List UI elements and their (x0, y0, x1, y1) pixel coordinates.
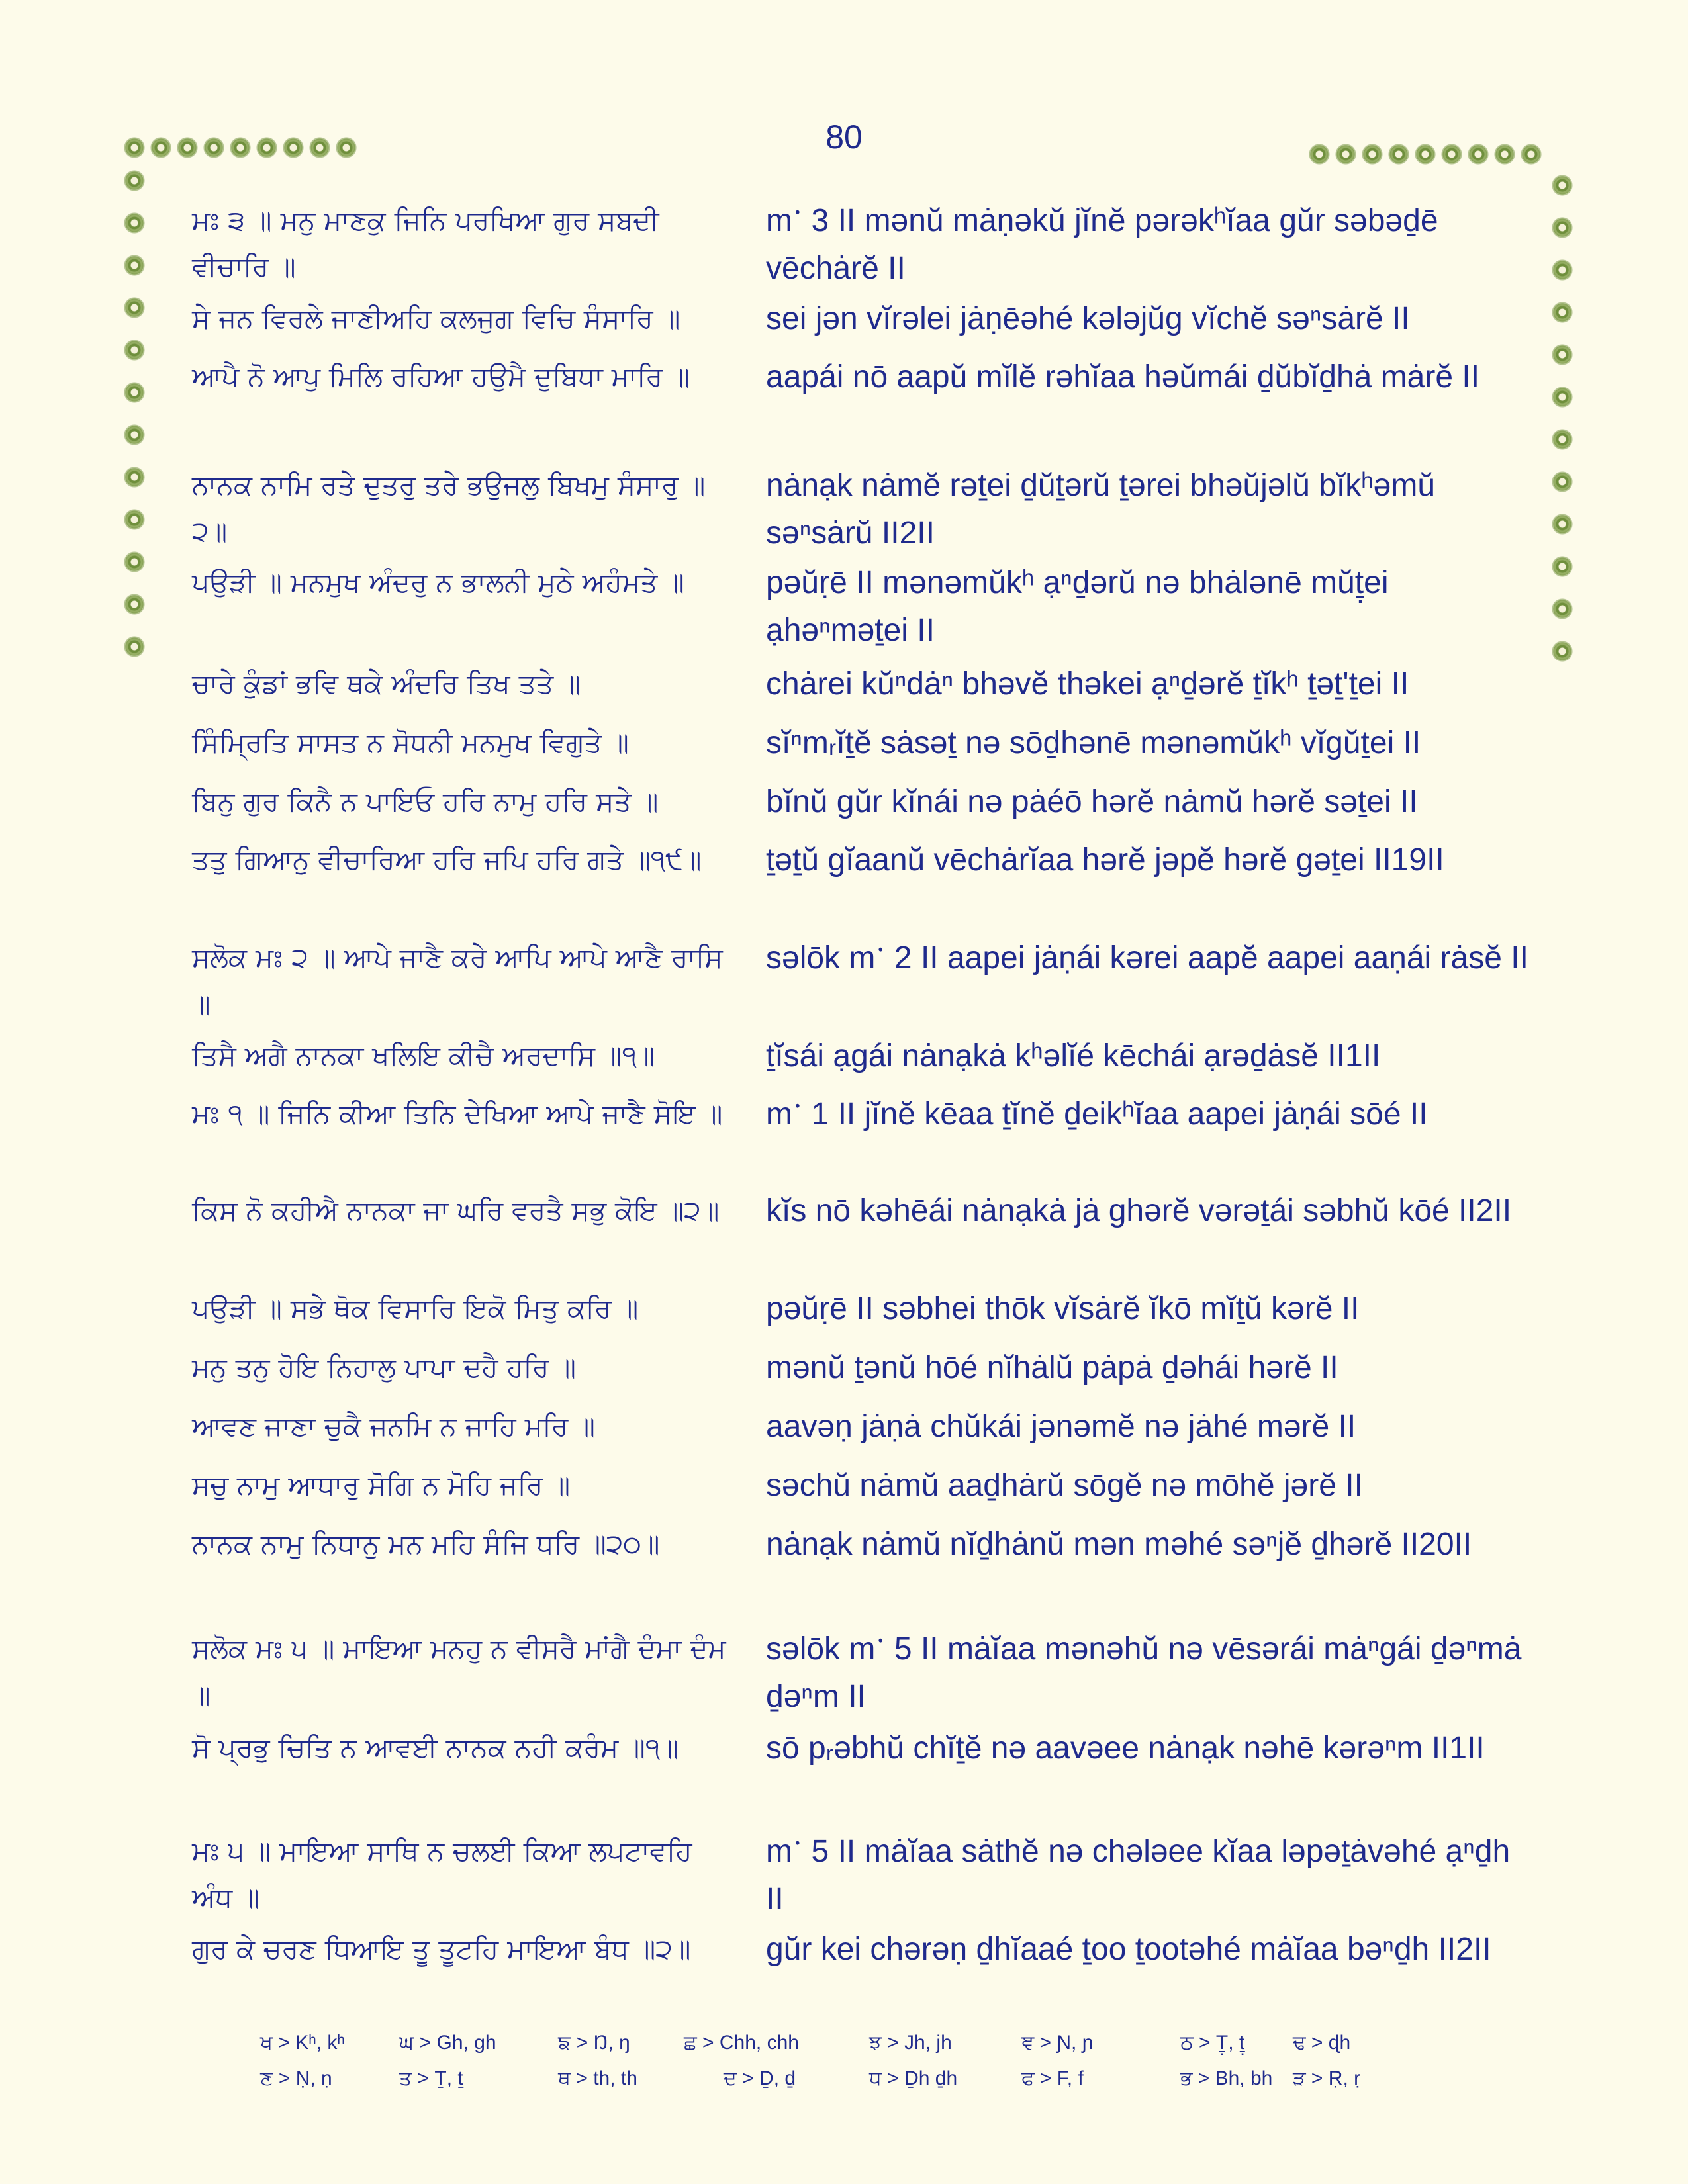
transliteration-line: mॱ 5 II mȧĭaa sȧthĕ nə chələee kĭaa ləpəṯȧvəhé ạⁿḏh II (766, 1834, 1511, 1917)
gurmukhi-line: ਨਾਨਕ ਨਾਮਿ ਰਤੇ ਦੁਤਰੁ ਤਰੇ ਭਉਜਲੁ ਬਿਖਮੁ ਸੰਸਾਰੁ ॥੨॥ (192, 469, 706, 547)
legend-item: ਖ > Kʰ, kʰ (260, 2032, 345, 2054)
gurmukhi-line: ਸੇ ਜਨ ਵਿਰਲੇ ਜਾਣੀਅਹਿ ਕਲਜੁਗ ਵਿਚਿ ਸੰਸਾਰਿ ॥ (192, 302, 680, 334)
transliteration-line: mॱ 1 II jĭnĕ kēaa ṯĭnĕ ḏeikʰĭaa aapei jȧṇái sōé II (766, 1097, 1428, 1132)
transliteration-line: səlōk mॱ 2 II aapei jȧṇái kərei aapĕ aapei aaṇái rȧsĕ II (766, 940, 1528, 976)
gurmukhi-line: ਚਾਰੇ ਕੁੰਡਾਂ ਭਵਿ ਥਕੇ ਅੰਦਰਿ ਤਿਖ ਤਤੇ ॥ (192, 668, 581, 700)
gurmukhi-line: ਸਲੋਕ ਮਃ ੨ ॥ ਆਪੇ ਜਾਣੈ ਕਰੇ ਆਪਿ ਆਪੇ ਆਣੈ ਰਾਸਿ ॥ (192, 942, 723, 1020)
transliteration-line: pəŭṛē II mənəmŭkʰ ạⁿḏərŭ nə bhȧlənē mŭṯ̣ei ạhəⁿməṯei II (766, 565, 1389, 648)
flower-ornament-icon (1552, 260, 1572, 280)
gurmukhi-line: ਆਵਣ ਜਾਣਾ ਚੁਕੈ ਜਨਮਿ ਨ ਜਾਹਿ ਮਰਿ ॥ (192, 1410, 596, 1442)
legend-item: ਥ > th, th (558, 2068, 637, 2089)
flower-ornament-icon (1552, 430, 1572, 449)
flower-ornament-icon (1552, 302, 1572, 322)
flower-ornament-icon (1389, 144, 1409, 164)
transliteration-line: sō pᵣəbhŭ chĭṯĕ nə aavəee nȧnạk nəhē kərəⁿm II1II (766, 1731, 1485, 1766)
flower-ornament-icon (151, 138, 171, 158)
gurmukhi-line: ਮਃ ੧ ॥ ਜਿਨਿ ਕੀਆ ਤਿਨਿ ਦੇਖਿਆ ਆਪੇ ਜਾਣੈ ਸੋਇ ॥ (192, 1098, 723, 1130)
flower-ornament-icon (124, 552, 144, 572)
legend-item: ੜ > Ṛ, ṛ (1293, 2068, 1361, 2089)
gurmukhi-line: ਆਪੈ ਨੋ ਆਪੁ ਮਿਲਿ ਰਹਿਆ ਹਉਮੈ ਦੁਬਿਧਾ ਮਾਰਿ ॥ (192, 361, 690, 392)
gurmukhi-line: ਸਚੁ ਨਾਮੁ ਆਧਾਰੁ ਸੋਗਿ ਨ ਮੋਹਿ ਜਰਿ ॥ (192, 1469, 571, 1501)
flower-ornament-icon (1552, 599, 1572, 619)
flower-ornament-icon (124, 467, 144, 487)
flower-ornament-icon (124, 425, 144, 445)
flower-ornament-icon (1552, 387, 1572, 407)
transliteration-line: aavəṇ jȧṇȧ chŭkái jənəmĕ nə jȧhé mərĕ II (766, 1409, 1356, 1444)
gurmukhi-line: ਮਃ ੩ ॥ ਮਨੁ ਮਾਣਕੁ ਜਿਨਿ ਪਰਖਿਆ ਗੁਰ ਸਬਦੀ ਵੀਚਾਰਿ ॥ (192, 205, 659, 283)
transliteration-line: bĭnŭ gŭr kĭnái nə pȧéō hərĕ nȧmŭ hərĕ səṯei II (766, 784, 1418, 819)
legend-item: ਫ > F, f (1021, 2068, 1084, 2089)
transliteration-line: mənŭ ṯənŭ hōé nĭhȧlŭ pȧpȧ ḏəhái hərĕ II (766, 1350, 1338, 1385)
flower-ornament-icon (1309, 144, 1329, 164)
gurmukhi-line: ਮਃ ੫ ॥ ਮਾਇਆ ਸਾਥਿ ਨ ਚਲਈ ਕਿਆ ਲਪਟਾਵਹਿ ਅੰਧ ॥ (192, 1835, 692, 1913)
transliteration-line: pəŭṛē II səbhei thōk vĭsȧrĕ ĭkō mĭṯŭ kərĕ II (766, 1291, 1360, 1326)
flower-ornament-icon (230, 138, 250, 158)
gurmukhi-line: ਮਨੁ ਤਨੁ ਹੋਇ ਨਿਹਾਲੁ ਪਾਪਾ ਦਹੈ ਹਰਿ ॥ (192, 1351, 577, 1383)
transliteration-line: chȧrei kŭⁿdȧⁿ bhəvĕ thəkei ạⁿḏərĕ ṯĭkʰ ṯəṯ'ṯei II (766, 666, 1409, 702)
transliteration-line: aapái nō aapŭ mĭlĕ rəhĭaa həŭmái ḏŭbĭḏhȧ mȧrĕ II (766, 359, 1480, 394)
gurmukhi-line: ਗੁਰ ਕੇ ਚਰਣ ਧਿਆਇ ਤੂ ਤੂਟਹਿ ਮਾਇਆ ਬੰਧ ॥੨॥ (192, 1933, 691, 1965)
transliteration-line: sei jən vĭrəlei jȧṇēəhé kələjŭg vĭchĕ səⁿsȧrĕ II (766, 301, 1410, 336)
gurmukhi-line: ਤਿਸੈ ਅਗੈ ਨਾਨਕਾ ਖਲਿਇ ਕੀਚੈ ਅਰਦਾਸਿ ॥੧॥ (192, 1040, 655, 1071)
transliteration-line: kĭs nō kəhēái nȧnạkȧ jȧ ghərĕ vərəṯái səbhŭ kōé II2II (766, 1193, 1512, 1228)
flower-ornament-icon (124, 213, 144, 233)
flower-ornament-icon (124, 298, 144, 318)
gurmukhi-line: ਕਿਸ ਨੋ ਕਹੀਐ ਨਾਨਕਾ ਜਾ ਘਰਿ ਵਰਤੈ ਸਭੁ ਕੋਇ ॥੨॥ (192, 1195, 720, 1226)
flower-ornament-icon (124, 255, 144, 275)
page-number: 80 (825, 118, 863, 156)
transliteration-line: ṯəṯŭ gĭaanŭ vēchȧrĭaa hərĕ jəpĕ hərĕ gəṯei II19II (766, 842, 1444, 878)
flower-ornament-icon (1552, 345, 1572, 365)
legend-item: ਤ > Ṯ, ṯ (399, 2068, 463, 2089)
transliteration-line: nȧnạk nȧmŭ nĭḏhȧnŭ mən məhé səⁿjĕ ḏhərĕ II20II (766, 1527, 1472, 1562)
legend-item: ਢ > ɖh (1293, 2032, 1351, 2054)
legend-item: ਠ > Ṯ̣, ṯ̣ (1180, 2032, 1245, 2054)
legend-item: ਘ > Gh, gh (399, 2032, 496, 2054)
flower-ornament-icon (1552, 175, 1572, 195)
flower-ornament-icon (1468, 144, 1488, 164)
flower-ornament-icon (1362, 144, 1382, 164)
transliteration-line: ṯĭsái ạgái nȧnạkȧ kʰəlĭé kēchái ạrəḏȧsĕ II1II (766, 1038, 1381, 1073)
transliteration-line: sĭⁿmᵣĭṯĕ sȧsəṯ nə sōḏhənē mənəmŭkʰ vĭgŭṯei II (766, 725, 1421, 760)
flower-ornament-icon (124, 637, 144, 657)
legend-item: ਧ > Ḏh ḏh (869, 2068, 958, 2089)
gurmukhi-line: ਤਤੁ ਗਿਆਨੁ ਵੀਚਾਰਿਆ ਹਰਿ ਜਪਿ ਹਰਿ ਗਤੇ ॥੧੯॥ (192, 844, 702, 876)
flower-ornament-icon (1552, 472, 1572, 492)
gurmukhi-line: ਬਿਨੁ ਗੁਰ ਕਿਨੈ ਨ ਪਾਇਓ ਹਰਿ ਨਾਮੁ ਹਰਿ ਸਤੇ ॥ (192, 786, 659, 817)
flower-ornament-icon (177, 138, 197, 158)
flower-ornament-icon (1415, 144, 1435, 164)
flower-ornament-icon (257, 138, 277, 158)
gurmukhi-line: ਪਉੜੀ ॥ ਮਨਮੁਖ ਅੰਦਰੁ ਨ ਭਾਲਨੀ ਮੁਠੇ ਅਹੰਮਤੇ ॥ (192, 567, 684, 598)
legend-item: ਦ > Ḏ, ḏ (724, 2068, 796, 2089)
flower-ornament-icon (1552, 514, 1572, 534)
flower-ornament-icon (124, 594, 144, 614)
gurmukhi-line: ਸਿੰਮ੍ਰਿਤਿ ਸਾਸਤ ਨ ਸੋਧਨੀ ਮਨਮੁਖ ਵਿਗੁਤੇ ॥ (192, 727, 629, 758)
flower-ornament-icon (204, 138, 224, 158)
transliteration-line: səchŭ nȧmŭ aaḏhȧrŭ sōgĕ nə mōhĕ jərĕ II (766, 1468, 1363, 1503)
gurmukhi-line: ਨਾਨਕ ਨਾਮੁ ਨਿਧਾਨੁ ਮਨ ਮਹਿ ਸੰਜਿ ਧਰਿ ॥੨੦॥ (192, 1528, 660, 1560)
flower-ornament-icon (310, 138, 330, 158)
gurmukhi-line: ਪਉੜੀ ॥ ਸਭੇ ਥੋਕ ਵਿਸਾਰਿ ਇਕੋ ਮਿਤੁ ਕਰਿ ॥ (192, 1293, 639, 1324)
flower-ornament-icon (124, 510, 144, 529)
flower-ornament-icon (1552, 218, 1572, 238)
legend-item: ਣ > Ṇ, ṇ (260, 2068, 332, 2089)
legend-item: ਝ > Jh, jh (869, 2032, 952, 2054)
flower-ornament-icon (336, 138, 356, 158)
flower-ornament-icon (1552, 557, 1572, 576)
flower-ornament-icon (1552, 641, 1572, 661)
flower-ornament-icon (124, 171, 144, 191)
legend-item: ਞ > Ɲ, ɲ (1021, 2032, 1094, 2054)
gurmukhi-line: ਸਲੋਕ ਮਃ ੫ ॥ ਮਾਇਆ ਮਨਹੁ ਨ ਵੀਸਰੈ ਮਾਂਗੈ ਦੰਮਾ ਦੰਮ ॥ (192, 1633, 726, 1711)
legend-item: ਛ > Chh, chh (684, 2032, 799, 2054)
flower-ornament-icon (1442, 144, 1462, 164)
transliteration-line: gŭr kei chərəṇ ḏhĭaaé ṯoo ṯootəhé mȧĭaa bəⁿḏh II2II (766, 1932, 1491, 1967)
gurmukhi-line: ਸੋ ਪ੍ਰਭੁ ਚਿਤਿ ਨ ਆਵਈ ਨਾਨਕ ਨਹੀ ਕਰੰਮ ॥੧॥ (192, 1732, 679, 1764)
flower-ornament-icon (124, 383, 144, 402)
transliteration-key (260, 2032, 1452, 2103)
legend-item: ਙ > Ŋ, ŋ (558, 2032, 630, 2054)
flower-ornament-icon (1521, 144, 1541, 164)
flower-ornament-icon (283, 138, 303, 158)
flower-ornament-icon (124, 138, 144, 158)
legend-row (260, 2068, 1452, 2103)
flower-ornament-icon (1336, 144, 1356, 164)
legend-row (260, 2032, 1452, 2068)
flower-ornament-icon (1495, 144, 1515, 164)
transliteration-line: səlōk mॱ 5 II mȧĭaa mənəhŭ nə vēsərái mȧⁿgái ḏəⁿmȧ ḏəⁿm II (766, 1631, 1522, 1714)
transliteration-line: mॱ 3 II mənŭ mȧṇəkŭ jĭnĕ pərəkʰĭaa gŭr səbəḏē vēchȧrĕ II (766, 203, 1438, 286)
transliteration-line: nȧnạk nȧmĕ rəṯei ḏŭṯərŭ ṯərei bhəŭjəlŭ bĭkʰəmŭ səⁿsȧrŭ II2II (766, 468, 1436, 551)
legend-item: ਭ > Bh, bh (1180, 2068, 1273, 2089)
flower-ornament-icon (124, 340, 144, 360)
